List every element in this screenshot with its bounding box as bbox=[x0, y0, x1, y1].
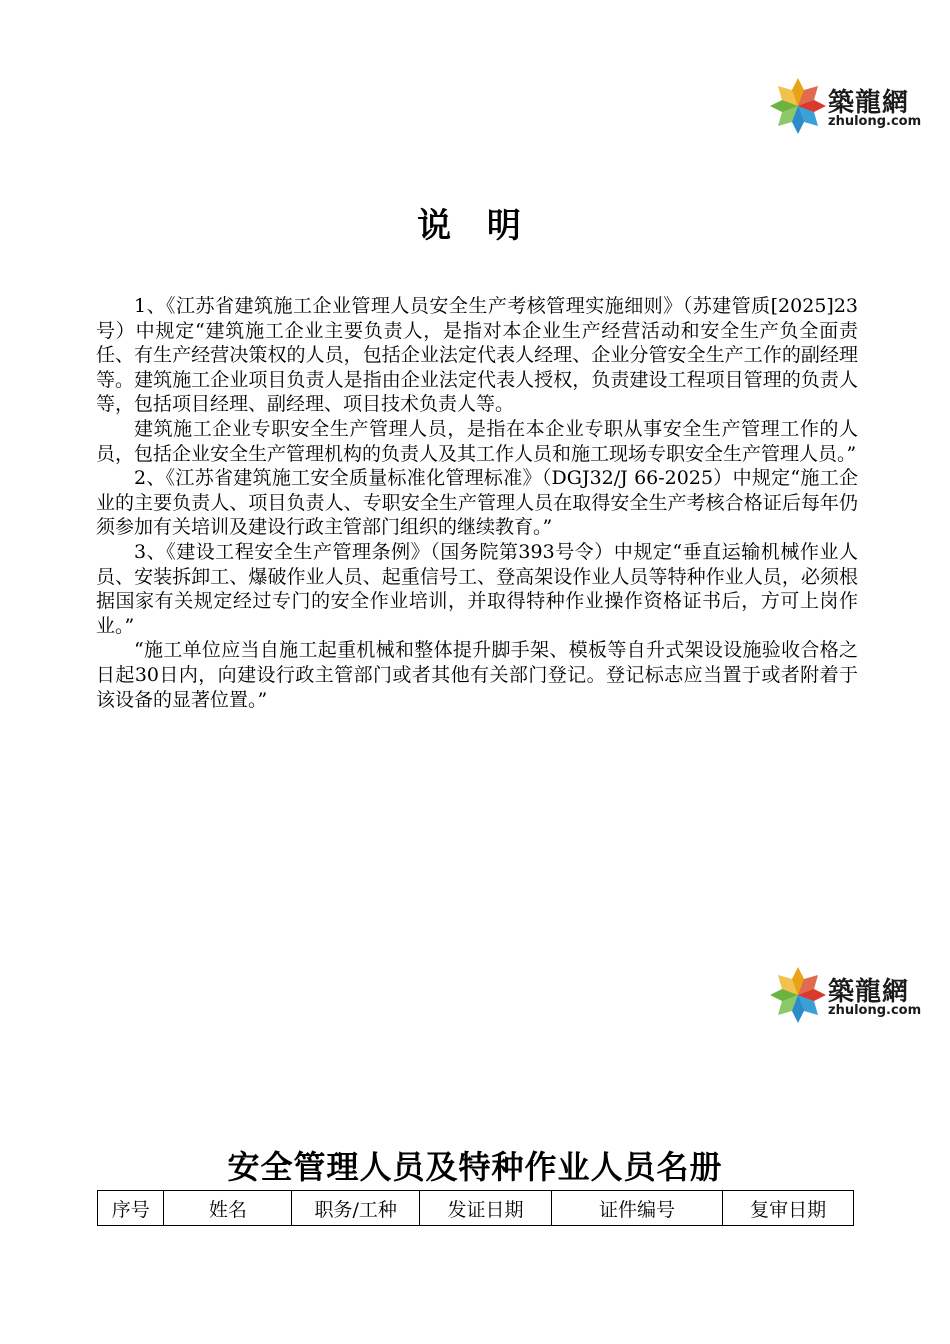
paragraph-5: “施工单位应当自施工起重机械和整体提升脚手架、模板等自升式架设设施验收合格之日起30日内，向建设行政主管部门或者其他有关部门登记。登记标志应当置于或者附着于该设备的显著位置。” bbox=[96, 639, 858, 711]
logo-name-cn: 築龍網 bbox=[828, 977, 910, 1007]
logo-name-cn: 築龍網 bbox=[828, 88, 910, 118]
page-title: 说 明 bbox=[417, 206, 533, 246]
logo-name-en: zhulong.com bbox=[828, 1003, 922, 1018]
paragraph-4: 3、《建设工程安全生产管理条例》（国务院第393号令）中规定“垂直运输机械作业人员、安装拆卸工、爆破作业人员、起重信号工、登高架设作业人员等特种作业人员，必须根据国家有关规定经过专门的安全作业培训，并取得特种作业操作资格证书后，方可上岗作业。” bbox=[96, 540, 858, 637]
roster-table bbox=[97, 1190, 854, 1226]
logo-top bbox=[768, 76, 928, 146]
zhulong-pinwheel-icon bbox=[768, 76, 828, 136]
header-cell-index: 序号 bbox=[98, 1191, 164, 1226]
paragraph-3: 2、《江苏省建筑施工安全质量标准化管理标准》（DGJ32/J 66-2025）中规定“施工企业的主要负责人、项目负责人、专职安全生产管理人员在取得安全生产考核合格证后每年仍须参加有关培训及建设行政主管部门组织的继续教育。” bbox=[96, 467, 858, 539]
paragraph-2: 建筑施工企业专职安全生产管理人员，是指在本企业专职从事安全生产管理工作的人员，包括企业安全生产管理机构的负责人及其工作人员和施工现场专职安全生产管理人员。” bbox=[96, 417, 858, 465]
paragraph-1: 1、《江苏省建筑施工企业管理人员安全生产考核管理实施细则》（苏建管质[2025]23号）中规定“建筑施工企业主要负责人，是指对本企业生产经营活动和安全生产负全面责任、有生产经营决策权的人员，包括企业法定代表人经理、企业分管安全生产工作的副经理等。建筑施工企业项目负责人是指由企业法定代表人授权，负责建设工程项目管理的负责人等，包括项目经理、副经理、项目技术负责人等。 bbox=[96, 295, 858, 416]
zhulong-pinwheel-icon bbox=[768, 965, 828, 1025]
header-cell-review-date: 复审日期 bbox=[723, 1191, 854, 1226]
explanation-body bbox=[96, 294, 858, 712]
roster-title: 安全管理人员及特种作业人员名册 bbox=[227, 1148, 723, 1186]
header-cell-issue-date: 发证日期 bbox=[420, 1191, 552, 1226]
logo-middle bbox=[768, 965, 928, 1035]
header-cell-position: 职务/工种 bbox=[292, 1191, 420, 1226]
logo-name-en: zhulong.com bbox=[828, 114, 922, 129]
header-cell-cert-number: 证件编号 bbox=[551, 1191, 722, 1226]
header-cell-name: 姓名 bbox=[164, 1191, 292, 1226]
roster-header-row bbox=[98, 1191, 854, 1226]
